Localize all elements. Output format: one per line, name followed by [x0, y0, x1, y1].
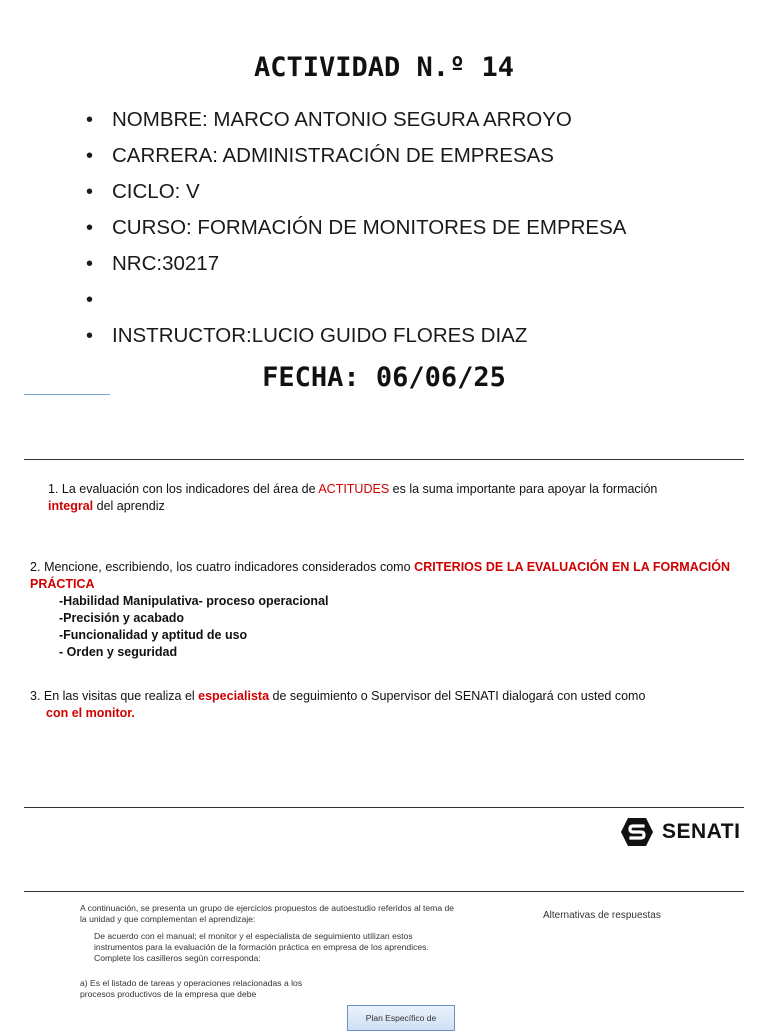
q3-highlight-monitor: con el monitor.	[46, 706, 135, 720]
q3-highlight-especialista: especialista	[198, 689, 270, 703]
q1-text-b: es la suma importante para apoyar la formación	[389, 482, 658, 496]
q1-text-a: 1. La evaluación con los indicadores del área de	[48, 482, 319, 496]
activity-title: ACTIVIDAD N.º 14	[253, 52, 515, 83]
q3-text-b: de seguimiento o Supervisor del SENATI dialogará con usted como	[269, 689, 646, 703]
info-career: • CARRERA: ADMINISTRACIÓN DE EMPRESAS	[86, 140, 626, 176]
info-empty	[86, 284, 626, 320]
scan-intro: A continuación, se presenta un grupo de ejercicios propuestos de autoestudio referidos al tema de la unidad y que complementan el aprendizaje:	[80, 903, 455, 924]
blue-divider	[24, 394, 110, 395]
scan-instruction: De acuerdo con el manual; el monitor y el especialista de seguimiento utilizan estos instrumentos para la evaluación de la formación práctica en empresa de los aprendices. Complete los casilleros según corresponda:	[94, 931, 429, 963]
q2-answer-3: -Funcionalidad y aptitud de uso	[59, 628, 248, 642]
scan-item-a: a) Es el listado de tareas y operaciones relacionadas a los procesos productivos de la empresa que debe	[80, 978, 303, 999]
senati-logo	[620, 817, 740, 847]
senati-logo-icon	[620, 817, 654, 847]
q2-answer-4: - Orden y seguridad	[59, 645, 178, 659]
question-2	[30, 559, 730, 661]
date-title: FECHA: 06/06/25	[262, 362, 506, 393]
plan-especifico-button[interactable]: Plan Específico de	[347, 1005, 455, 1031]
info-name: • NOMBRE: MARCO ANTONIO SEGURA ARROYO	[86, 104, 626, 140]
info-instructor: • INSTRUCTOR:LUCIO GUIDO FLORES DIAZ	[86, 320, 626, 356]
student-info-list	[86, 104, 626, 356]
divider-bottom	[24, 891, 744, 892]
question-1	[48, 481, 728, 515]
q1-highlight-actitudes: ACTITUDES	[318, 482, 390, 496]
info-nrc: • NRC:30217	[86, 248, 626, 284]
alternatives-label: Alternativas de respuestas	[543, 910, 661, 921]
divider-top	[24, 459, 744, 460]
q1-highlight-integral: integral	[48, 499, 94, 513]
info-course: • CURSO: FORMACIÓN DE MONITORES DE EMPRESA	[86, 212, 626, 248]
q1-text-c: del aprendiz	[93, 499, 165, 513]
q2-answer-1: -Habilidad Manipulativa- proceso operacional	[59, 594, 329, 608]
question-3	[30, 688, 730, 722]
q2-text-a: 2. Mencione, escribiendo, los cuatro indicadores considerados como	[30, 560, 415, 574]
q3-text-a: 3. En las visitas que realiza el	[30, 689, 199, 703]
divider-middle	[24, 807, 744, 808]
q2-answer-2: -Precisión y acabado	[59, 611, 185, 625]
info-cycle: • CICLO: V	[86, 176, 626, 212]
senati-logo-text: SENATI	[662, 820, 741, 843]
q2-highlight: CRITERIOS DE LA EVALUACIÓN EN LA FORMACIÓN PRÁCTICA	[30, 560, 730, 591]
scanned-exercise	[80, 903, 460, 1006]
